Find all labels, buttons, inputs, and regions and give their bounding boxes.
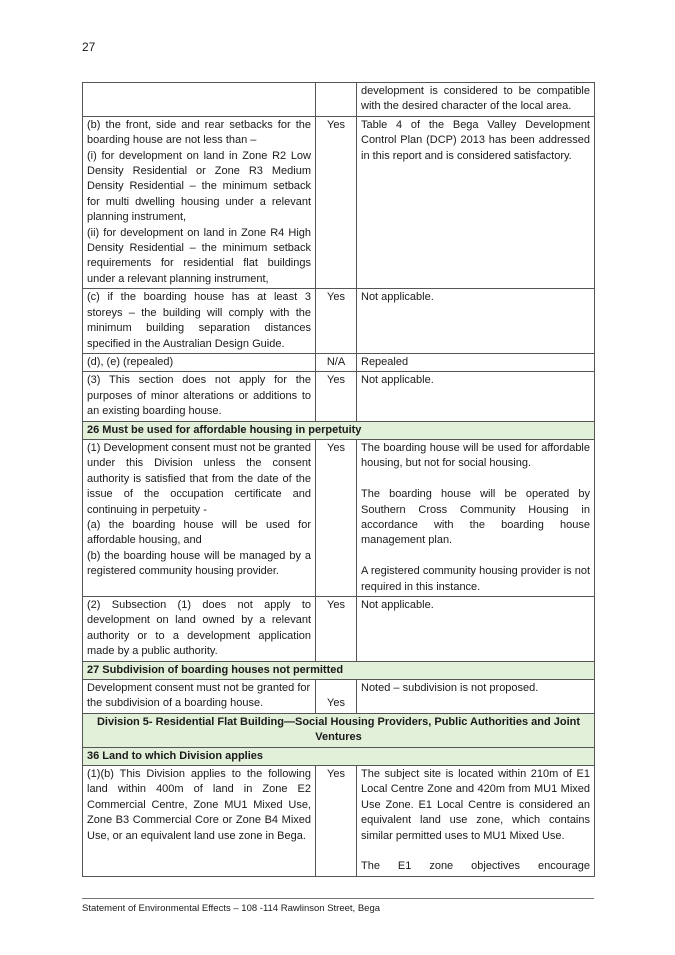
compliance-cell: N/A <box>316 353 357 371</box>
table-row <box>83 766 595 877</box>
page-footer: Statement of Environmental Effects – 108 -114 Rawlinson Street, Bega <box>82 903 381 914</box>
comment-text: A registered community housing provider is not required in this instance. <box>361 565 590 593</box>
compliance-cell <box>316 83 357 117</box>
section-heading: 27 Subdivision of boarding houses not permitted <box>83 661 595 679</box>
table-row <box>83 289 595 354</box>
table-row <box>83 439 595 596</box>
footer-divider <box>82 898 594 899</box>
table-row <box>83 83 595 117</box>
table-row <box>83 372 595 421</box>
table-row <box>83 353 595 371</box>
requirement-cell: (d), (e) (repealed) <box>83 353 316 371</box>
comment-cell: Not applicable. <box>357 596 595 661</box>
compliance-cell: Yes <box>316 439 357 596</box>
division-heading: Division 5- Residential Flat Building—Social Housing Providers, Public Authorities and Joint Ventures <box>83 713 595 747</box>
requirement-cell: (2) Subsection (1) does not apply to development on land owned by a relevant authority or to a development application made by a public authority. <box>83 596 316 661</box>
compliance-cell: Yes <box>316 596 357 661</box>
comment-cell: Table 4 of the Bega Valley Development Control Plan (DCP) 2013 has been addressed in this report and is considered satisfactory. <box>357 116 595 288</box>
requirement-text: (b) the boarding house will be managed by a registered community housing provider. <box>87 549 311 578</box>
requirement-text: (i) for development on land in Zone R2 Low Density Residential or Zone R3 Medium Density Residential – the minimum setback for multi dwelling housing under a relevant planning instrument, <box>87 149 311 224</box>
comment-cell <box>357 439 595 596</box>
compliance-cell: Yes <box>316 766 357 877</box>
page-number: 27 <box>82 40 96 54</box>
table-row <box>83 596 595 661</box>
comment-cell <box>357 766 595 877</box>
paragraph-gap <box>361 844 590 859</box>
comment-cell: Not applicable. <box>357 289 595 354</box>
comment-cell: Not applicable. <box>357 372 595 421</box>
comment-cell: Noted – subdivision is not proposed. <box>357 680 595 714</box>
table-row <box>83 680 595 714</box>
comment-cell: Repealed <box>357 353 595 371</box>
comment-cell: development is considered to be compatible with the desired character of the local area. <box>357 83 595 117</box>
requirement-text: (a) the boarding house will be used for affordable housing, and <box>87 518 311 547</box>
compliance-cell: Yes <box>316 680 357 714</box>
section-heading: 36 Land to which Division applies <box>83 747 595 765</box>
comment-text: The subject site is located within 210m of E1 Local Centre Zone and 420m from MU1 Mixed Use Zone. E1 Local Centre is considered an equivalent land use zone, which contains similar permitted uses to MU1 Mixed Use. <box>361 768 590 842</box>
section-heading-row <box>83 661 595 679</box>
table-row <box>83 116 595 288</box>
requirement-text: (1) Development consent must not be granted under this Division unless the consent authority is satisfied that from the date of the issue of the occupation certificate and continuing in perpetuity - <box>87 441 311 516</box>
division-heading-row <box>83 713 595 747</box>
requirement-text: (b) the front, side and rear setbacks for the boarding house are not less than – <box>87 118 311 147</box>
requirement-cell <box>83 83 316 117</box>
paragraph-gap <box>361 549 590 564</box>
compliance-cell: Yes <box>316 372 357 421</box>
section-heading-row <box>83 421 595 439</box>
requirement-cell: Development consent must not be granted for the subdivision of a boarding house. <box>83 680 316 714</box>
compliance-table <box>82 82 595 877</box>
section-heading: 26 Must be used for affordable housing in perpetuity <box>83 421 595 439</box>
comment-text: The E1 zone objectives encourage <box>361 860 590 873</box>
comment-text: The boarding house will be used for affordable housing, but not for social housing. <box>361 441 590 470</box>
requirement-text: (ii) for development on land in Zone R4 High Density Residential – the minimum setback requirements for residential flat buildings under a relevant planning instrument, <box>87 226 311 285</box>
paragraph-gap <box>361 472 590 487</box>
requirement-cell: (3) This section does not apply for the purposes of minor alterations or additions to an existing boarding house. <box>83 372 316 421</box>
compliance-cell: Yes <box>316 116 357 288</box>
requirement-cell: (1)(b) This Division applies to the following land within 400m of land in Zone E2 Commercial Centre, Zone MU1 Mixed Use, Zone B3 Commercial Core or Zone B4 Mixed Use, or an equivalent land use zone in Bega. <box>83 766 316 877</box>
section-heading-row <box>83 747 595 765</box>
requirement-cell: (c) if the boarding house has at least 3 storeys – the building will comply with the minimum building separation distances specified in the Australian Design Guide. <box>83 289 316 354</box>
comment-text: The boarding house will be operated by Southern Cross Community Housing in accordance with the boarding house management plan. <box>361 488 590 547</box>
requirement-cell <box>83 439 316 596</box>
compliance-cell: Yes <box>316 289 357 354</box>
requirement-cell <box>83 116 316 288</box>
